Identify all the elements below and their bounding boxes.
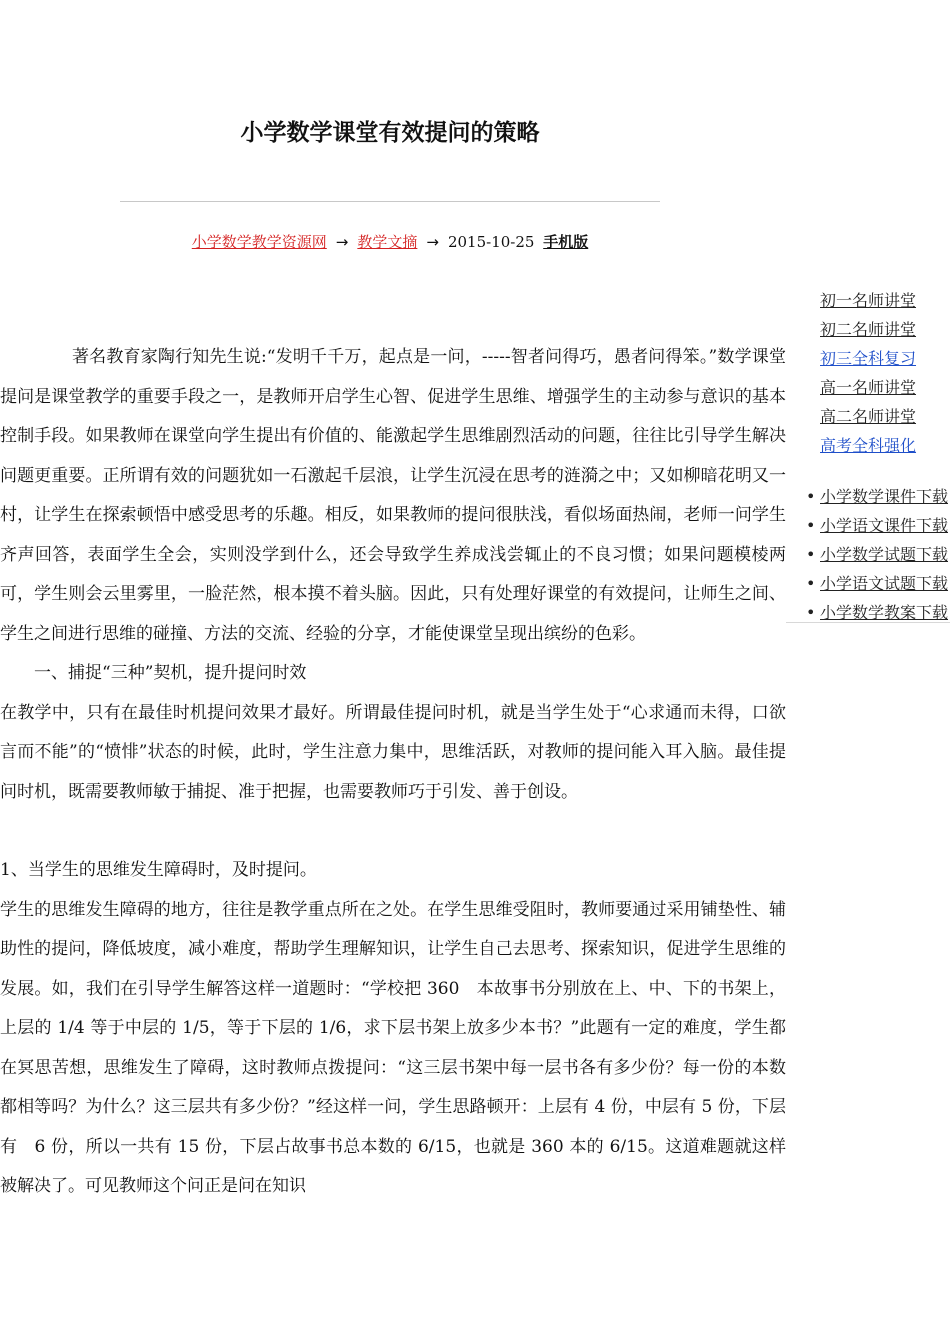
download-link-math-lesson-plans[interactable]: • 小学数学教案下载: [806, 598, 950, 627]
sidebar-link-grade10[interactable]: 高一名师讲堂: [820, 378, 917, 397]
subsection-heading: 1、当学生的思维发生障碍时，及时提问。: [0, 860, 317, 880]
breadcrumb-arrow-icon: →: [426, 233, 439, 251]
title-divider: [120, 201, 660, 202]
download-link-math-courseware[interactable]: • 小学数学课件下载: [806, 482, 950, 511]
breadcrumb: [0, 231, 780, 252]
download-link-chinese-exams[interactable]: • 小学语文试题下载: [806, 569, 950, 598]
paragraph: 学生的思维发生障碍的地方，往往是教学重点所在之处。在学生思维受阻时，教师要通过采用铺垫性、辅助性的提问，降低坡度，减小难度，帮助学生理解知识，让学生自己去思考、探索知识，促进学生思维的发展。如，我们在引导学生解答这样一道题时：“学校把 360 本故事书分别放在上、中、下的书架上，上层的 1/4 等于中层的 1/5，等于下层的 1/6，求下层书架上放多少本书？”此题有一定的难度，学生都在冥思苦想，思维发生了障碍，这时教师点拨提问：“这三层书架中每一层书各有多少份？每一份的本数都相等吗？为什么？这三层共有多少份？”经这样一问，学生思路顿开：上层有 4 份，中层有 5 份，下层有 6 份，所以一共有 15 份，下层占故事书总本数的 6/15，也就是 360 本的 6/15。这道难题就这样被解决了。可见教师这个问正是问在知识: [0, 899, 786, 1196]
publish-date: 2015-10-25: [447, 233, 535, 251]
sidebar-link-grade8[interactable]: 初二名师讲堂: [820, 320, 917, 339]
sidebar-link-grade7[interactable]: 初一名师讲堂: [820, 291, 917, 310]
breadcrumb-arrow-icon: →: [335, 233, 349, 251]
paragraph: 在教学中，只有在最佳时机提问效果才最好。所谓最佳提问时机，就是当学生处于“心求通而未得，口欲言而不能”的“愤悱”状态的时候，此时，学生注意力集中，思维活跃，对教师的提问能入耳入脑。最佳提问时机，既需要教师敏于捕捉、准于把握，也需要教师巧于引发、善于创设。: [0, 702, 786, 802]
section-heading: 一、捕捉“三种”契机，提升提问时效: [34, 663, 307, 683]
download-link-chinese-courseware[interactable]: • 小学语文课件下载: [806, 511, 950, 540]
sidebar-divider: [786, 622, 950, 623]
sidebar-download-links: [806, 482, 950, 627]
sidebar-link-gaokao[interactable]: 高考全科强化: [820, 436, 917, 455]
breadcrumb-category-link[interactable]: 教学文摘: [357, 233, 418, 251]
download-link-math-exams[interactable]: • 小学数学试题下载: [806, 540, 950, 569]
page-title: 小学数学课堂有效提问的策略: [240, 120, 540, 146]
breadcrumb-site-link[interactable]: 小学数学教学资源网: [191, 233, 327, 251]
sidebar-link-grade11[interactable]: 高二名师讲堂: [820, 407, 917, 426]
paragraph-intro: 著名教育家陶行知先生说:“发明千千万，起点是一问，-----智者问得巧，愚者问得笨。”数学课堂提问是课堂教学的重要手段之一，是教师开启学生心智、促进学生思维、增强学生的主动参与意识的基本控制手段。如果教师在课堂向学生提出有价值的、能激起学生思维剧烈活动的问题，往往比引导学生解决问题更重要。正所谓有效的问题犹如一石激起千层浪，让学生沉浸在思考的涟漪之中；又如柳暗花明又一村，让学生在探索顿悟中感受思考的乐趣。相反，如果教师的提问很肤浅，看似场面热闹，老师一问学生齐声回答，表面学生全会，实则没学到什么，还会导致学生养成浅尝辄止的不良习惯；如果问题模棱两可，学生则会云里雾里，一脸茫然，根本摸不着头脑。因此，只有处理好课堂的有效提问，让师生之间、学生之间进行思维的碰撞、方法的交流、经验的分享，才能使课堂呈现出缤纷的色彩。: [0, 347, 786, 644]
mobile-version-link[interactable]: 手机版: [543, 233, 589, 251]
article-body: [0, 338, 786, 1207]
sidebar-link-grade9[interactable]: 初三全科复习: [820, 349, 917, 368]
sidebar-grade-links: [820, 286, 916, 460]
